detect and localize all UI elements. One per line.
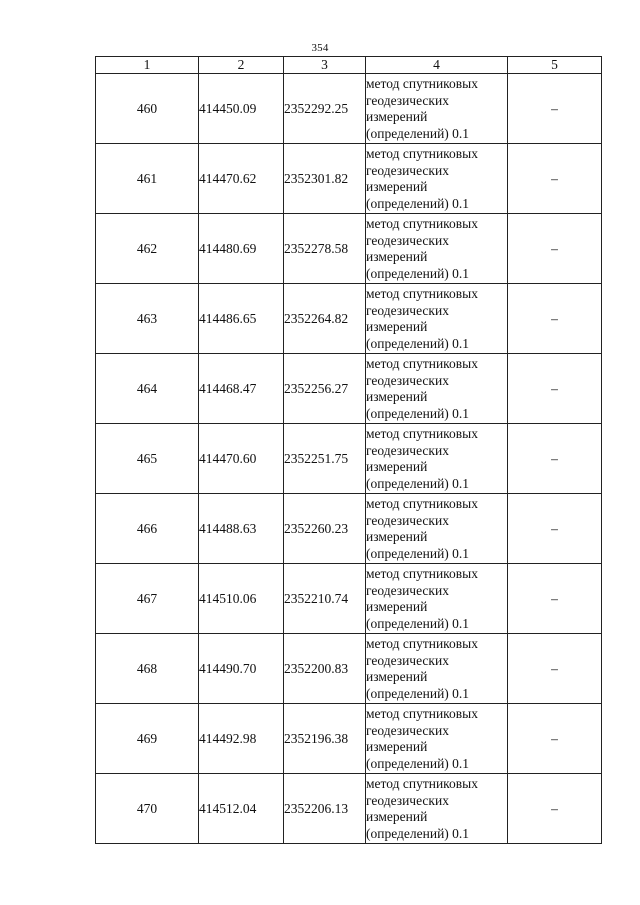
- method-line: геодезических: [366, 302, 449, 318]
- method-cell: [366, 284, 508, 354]
- method-line: метод спутниковых: [366, 496, 478, 511]
- method-line: измерений: [366, 529, 428, 544]
- method-line: метод спутниковых: [366, 426, 478, 441]
- method-line: (определений) 0.1: [366, 825, 470, 841]
- method-text: [366, 425, 507, 492]
- column-5-cell: –: [508, 354, 602, 424]
- method-line: измерений: [366, 599, 428, 614]
- column-header-2: 2: [199, 57, 284, 74]
- y-coordinate-cell: 2352251.75: [284, 424, 366, 494]
- point-number-cell: 468: [96, 634, 199, 704]
- method-line: геодезических: [366, 722, 449, 738]
- point-number-cell: 463: [96, 284, 199, 354]
- y-coordinate-cell: 2352301.82: [284, 144, 366, 214]
- method-line: (определений) 0.1: [366, 685, 470, 701]
- column-header-3: 3: [284, 57, 366, 74]
- method-line: метод спутниковых: [366, 566, 478, 581]
- point-number-cell: 462: [96, 214, 199, 284]
- table-row: [96, 634, 602, 704]
- method-line: геодезических: [366, 582, 449, 598]
- method-cell: [366, 564, 508, 634]
- method-line: геодезических: [366, 232, 449, 248]
- method-line: метод спутниковых: [366, 216, 478, 231]
- table-row: [96, 564, 602, 634]
- method-line: метод спутниковых: [366, 776, 478, 791]
- table-row: [96, 74, 602, 144]
- point-number-cell: 469: [96, 704, 199, 774]
- y-coordinate-cell: 2352278.58: [284, 214, 366, 284]
- method-cell: [366, 74, 508, 144]
- table-body: [96, 74, 602, 844]
- method-line: измерений: [366, 389, 428, 404]
- method-line: измерений: [366, 669, 428, 684]
- x-coordinate-cell: 414512.04: [199, 774, 284, 844]
- table-row: [96, 424, 602, 494]
- method-cell: [366, 144, 508, 214]
- method-line: геодезических: [366, 652, 449, 668]
- column-header-5: 5: [508, 57, 602, 74]
- method-text: [366, 215, 507, 282]
- method-cell: [366, 774, 508, 844]
- method-line: метод спутниковых: [366, 286, 478, 301]
- point-number-cell: 460: [96, 74, 199, 144]
- method-line: геодезических: [366, 442, 449, 458]
- method-line: измерений: [366, 319, 428, 334]
- method-text: [366, 635, 507, 702]
- y-coordinate-cell: 2352196.38: [284, 704, 366, 774]
- method-cell: [366, 704, 508, 774]
- column-5-cell: –: [508, 214, 602, 284]
- table-header-row: [96, 57, 602, 74]
- table-row: [96, 214, 602, 284]
- point-number-cell: 467: [96, 564, 199, 634]
- method-text: [366, 145, 507, 212]
- column-5-cell: –: [508, 704, 602, 774]
- column-5-cell: –: [508, 774, 602, 844]
- method-text: [366, 705, 507, 772]
- method-line: (определений) 0.1: [366, 755, 470, 771]
- method-line: измерений: [366, 809, 428, 824]
- method-line: (определений) 0.1: [366, 545, 470, 561]
- method-line: (определений) 0.1: [366, 125, 470, 141]
- method-line: (определений) 0.1: [366, 615, 470, 631]
- table-row: [96, 144, 602, 214]
- method-line: геодезических: [366, 512, 449, 528]
- page-number: 354: [311, 42, 329, 54]
- method-text: [366, 495, 507, 562]
- method-line: измерений: [366, 109, 428, 124]
- x-coordinate-cell: 414450.09: [199, 74, 284, 144]
- x-coordinate-cell: 414480.69: [199, 214, 284, 284]
- method-line: геодезических: [366, 92, 449, 108]
- point-number-cell: 470: [96, 774, 199, 844]
- point-number-cell: 465: [96, 424, 199, 494]
- x-coordinate-cell: 414470.62: [199, 144, 284, 214]
- method-cell: [366, 494, 508, 564]
- x-coordinate-cell: 414492.98: [199, 704, 284, 774]
- y-coordinate-cell: 2352260.23: [284, 494, 366, 564]
- column-5-cell: –: [508, 284, 602, 354]
- y-coordinate-cell: 2352210.74: [284, 564, 366, 634]
- method-text: [366, 565, 507, 632]
- method-text: [366, 285, 507, 352]
- column-5-cell: –: [508, 74, 602, 144]
- method-line: (определений) 0.1: [366, 265, 470, 281]
- method-line: измерений: [366, 739, 428, 754]
- x-coordinate-cell: 414470.60: [199, 424, 284, 494]
- x-coordinate-cell: 414468.47: [199, 354, 284, 424]
- method-text: [366, 355, 507, 422]
- x-coordinate-cell: 414490.70: [199, 634, 284, 704]
- x-coordinate-cell: 414510.06: [199, 564, 284, 634]
- table-row: [96, 494, 602, 564]
- table-row: [96, 284, 602, 354]
- method-line: (определений) 0.1: [366, 195, 470, 211]
- point-number-cell: 466: [96, 494, 199, 564]
- y-coordinate-cell: 2352200.83: [284, 634, 366, 704]
- method-cell: [366, 214, 508, 284]
- method-cell: [366, 634, 508, 704]
- column-5-cell: –: [508, 634, 602, 704]
- point-number-cell: 461: [96, 144, 199, 214]
- column-header-4: 4: [366, 57, 508, 74]
- method-text: [366, 75, 507, 142]
- y-coordinate-cell: 2352256.27: [284, 354, 366, 424]
- method-line: геодезических: [366, 162, 449, 178]
- method-line: метод спутниковых: [366, 356, 478, 371]
- y-coordinate-cell: 2352206.13: [284, 774, 366, 844]
- method-line: (определений) 0.1: [366, 475, 470, 491]
- method-cell: [366, 354, 508, 424]
- y-coordinate-cell: 2352292.25: [284, 74, 366, 144]
- method-line: измерений: [366, 179, 428, 194]
- method-line: (определений) 0.1: [366, 335, 470, 351]
- column-5-cell: –: [508, 144, 602, 214]
- method-cell: [366, 424, 508, 494]
- method-line: измерений: [366, 249, 428, 264]
- column-header-1: 1: [96, 57, 199, 74]
- method-line: измерений: [366, 459, 428, 474]
- column-5-cell: –: [508, 564, 602, 634]
- method-line: метод спутниковых: [366, 636, 478, 651]
- method-line: метод спутниковых: [366, 146, 478, 161]
- method-line: метод спутниковых: [366, 706, 478, 721]
- method-line: геодезических: [366, 372, 449, 388]
- method-line: геодезических: [366, 792, 449, 808]
- table-row: [96, 704, 602, 774]
- method-line: (определений) 0.1: [366, 405, 470, 421]
- column-5-cell: –: [508, 494, 602, 564]
- x-coordinate-cell: 414488.63: [199, 494, 284, 564]
- table-row: [96, 774, 602, 844]
- x-coordinate-cell: 414486.65: [199, 284, 284, 354]
- y-coordinate-cell: 2352264.82: [284, 284, 366, 354]
- coordinates-table: [95, 56, 602, 844]
- table-row: [96, 354, 602, 424]
- method-text: [366, 775, 507, 842]
- column-5-cell: –: [508, 424, 602, 494]
- point-number-cell: 464: [96, 354, 199, 424]
- method-line: метод спутниковых: [366, 76, 478, 91]
